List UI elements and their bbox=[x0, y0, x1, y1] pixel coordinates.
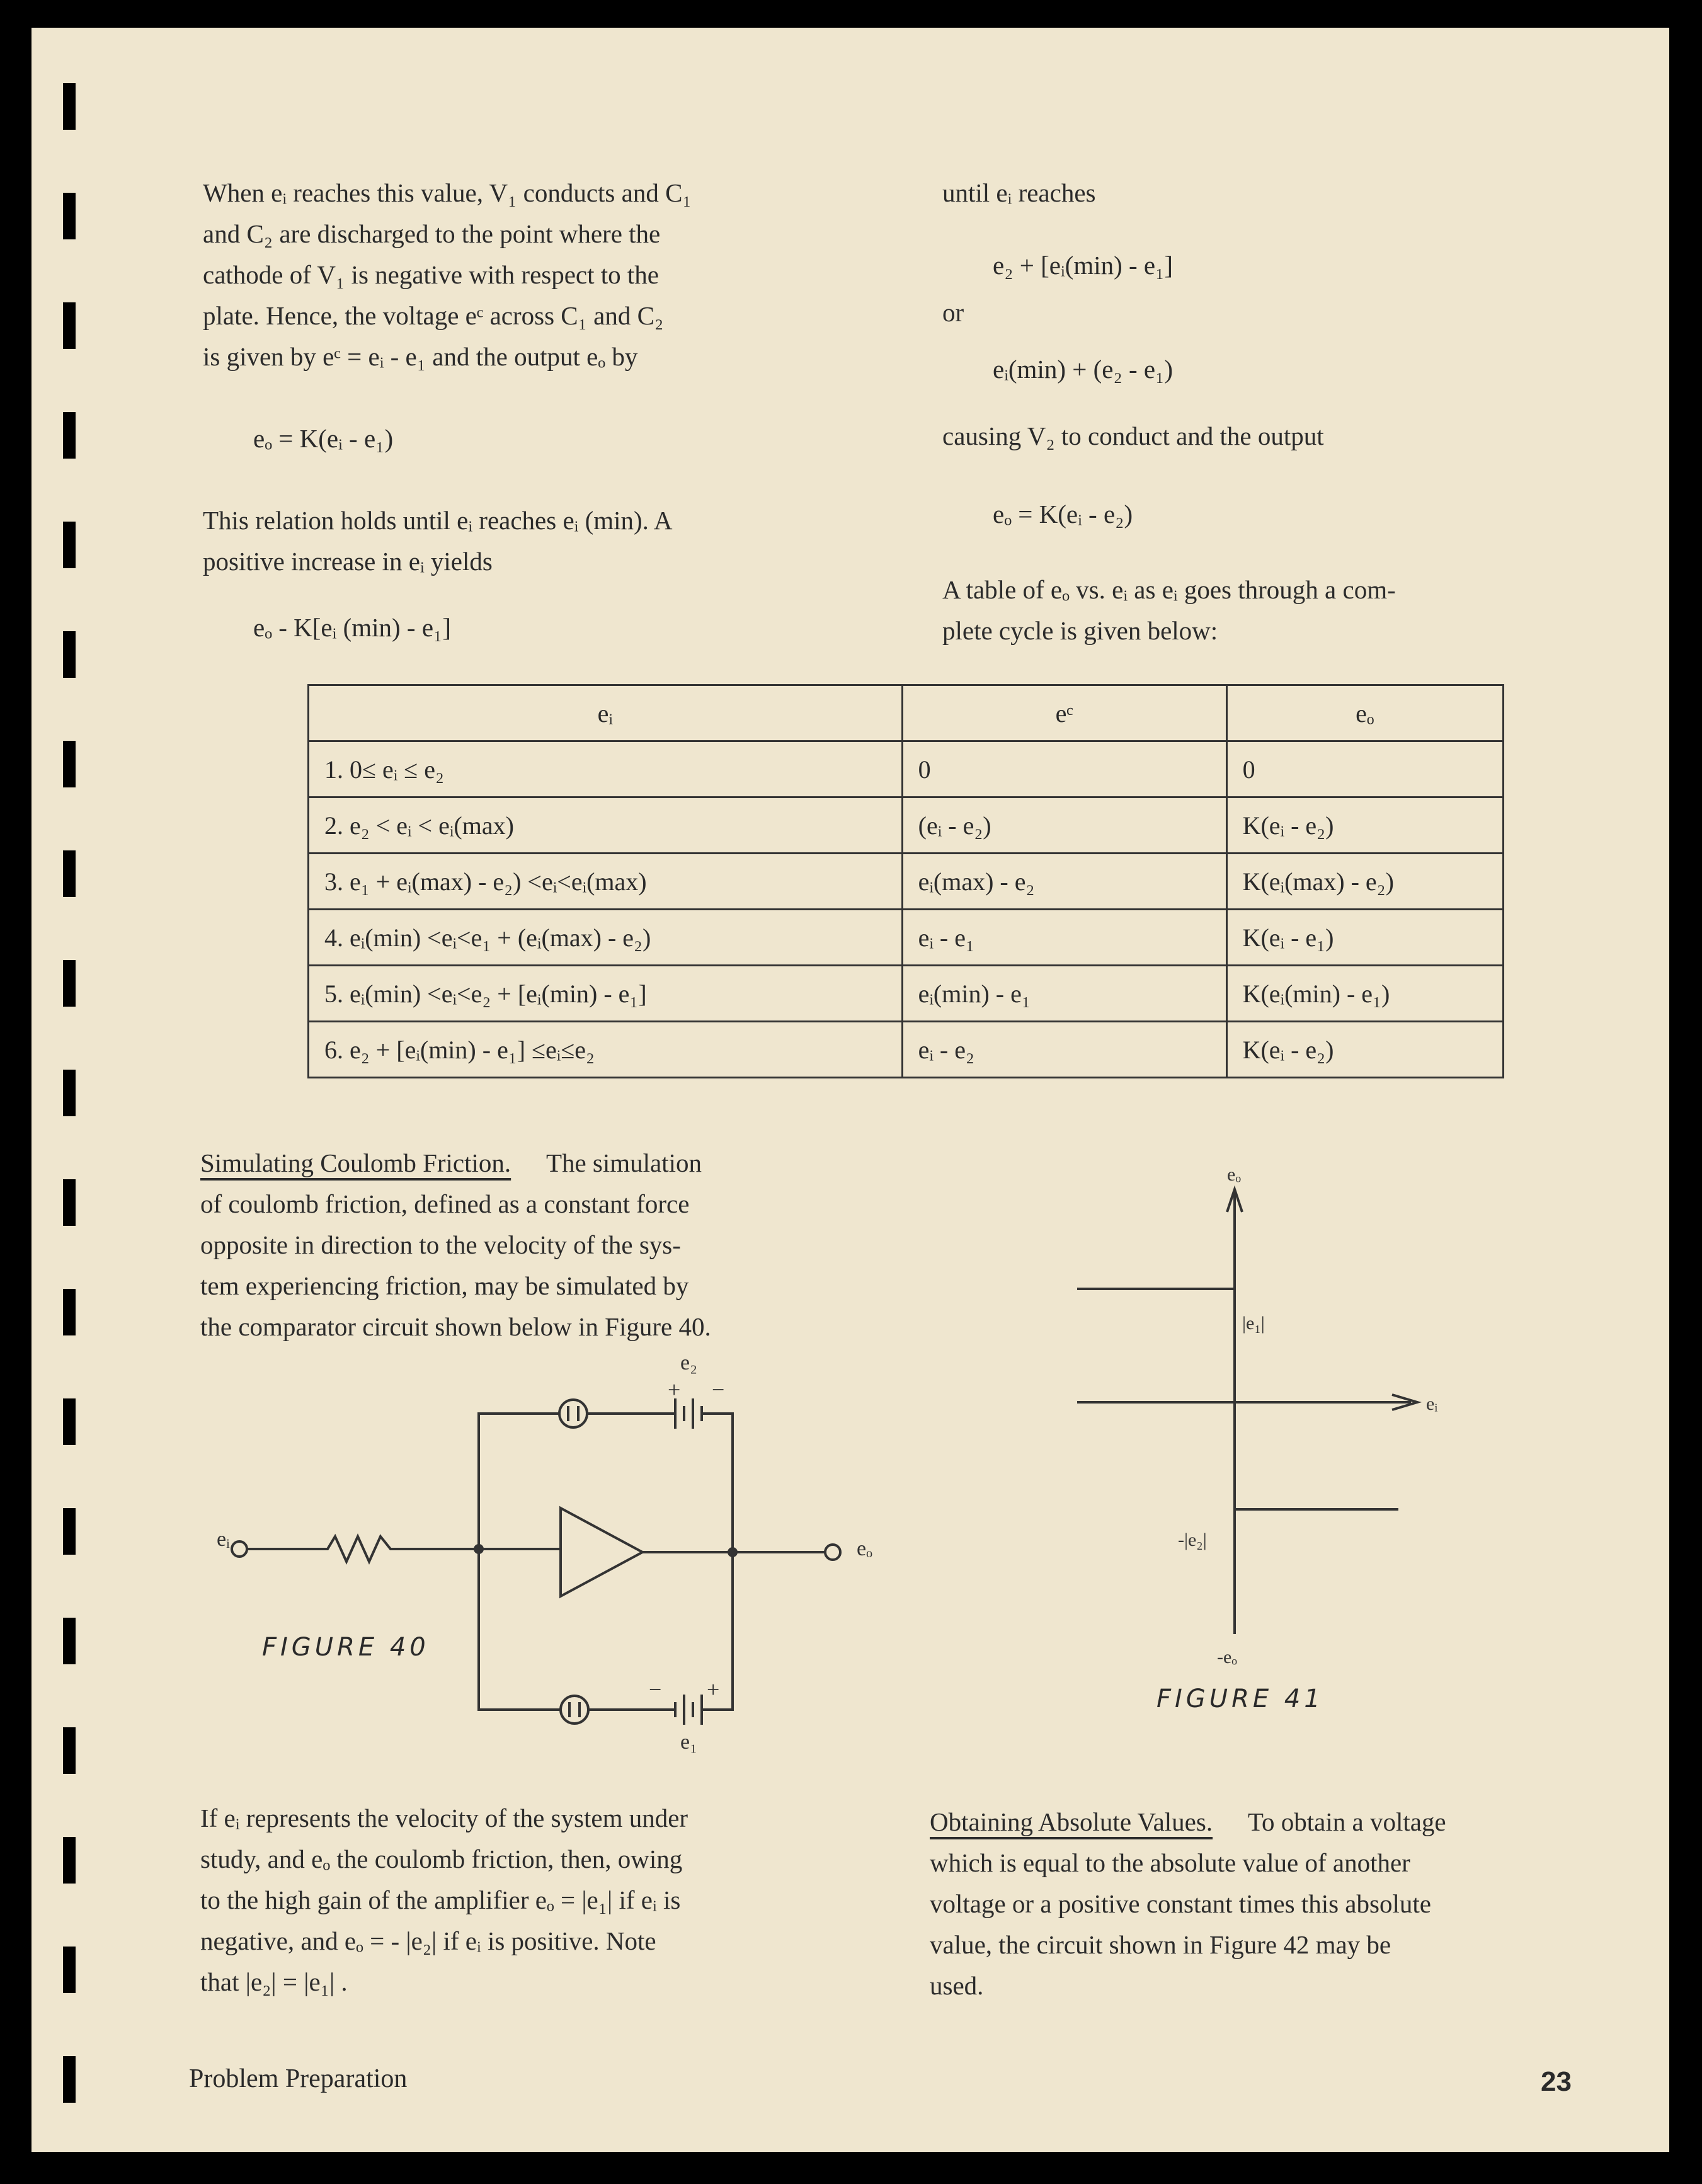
text-line: negative, and eₒ = - |e₂| if eᵢ is positive. Note bbox=[200, 1926, 656, 1955]
text-line: To obtain a voltage bbox=[1247, 1807, 1446, 1836]
amplifier bbox=[561, 1508, 643, 1596]
text-line: that |e₂| = |e₁| . bbox=[200, 1967, 348, 1996]
diode-top bbox=[559, 1400, 587, 1427]
table-header: eₒ bbox=[1226, 685, 1503, 741]
table-row bbox=[309, 910, 1504, 966]
text-line: A table of eₒ vs. eᵢ as eᵢ goes through a com- bbox=[942, 575, 1396, 604]
table-row bbox=[309, 966, 1504, 1022]
table-cell: eᵢ(min) - e₁ bbox=[902, 966, 1226, 1022]
table-cell: 4. eᵢ(min) <eᵢ<e₁ + (eᵢ(max) - e₂) bbox=[309, 910, 903, 966]
text-line: value, the circuit shown in Figure 42 may be bbox=[930, 1930, 1391, 1959]
text-line: the comparator circuit shown below in Figure 40. bbox=[200, 1312, 711, 1341]
right-line-1: until eᵢ reaches bbox=[942, 178, 1096, 207]
table-cell: (eᵢ - e₂) bbox=[902, 798, 1226, 854]
table-cell: 0 bbox=[1226, 741, 1503, 798]
section-heading: Obtaining Absolute Values. bbox=[930, 1807, 1213, 1836]
diode-bottom bbox=[561, 1696, 588, 1724]
table-cell: K(eᵢ - e₂) bbox=[1226, 798, 1503, 854]
text-line: and C₂ are discharged to the point where the bbox=[203, 219, 661, 248]
table-cell: K(eᵢ(min) - e₁) bbox=[1226, 966, 1503, 1022]
text-line: to the high gain of the amplifier eₒ = |e₁| if eᵢ is bbox=[200, 1885, 681, 1914]
coulomb-paragraph bbox=[200, 1143, 711, 1347]
plus-sign: + bbox=[707, 1677, 720, 1702]
label-e1: e₁ bbox=[680, 1730, 697, 1754]
table-cell: 3. e₁ + eᵢ(max) - e₂) <eᵢ<eᵢ(max) bbox=[309, 854, 903, 910]
or-text: or bbox=[942, 298, 964, 327]
table-cell: 5. eᵢ(min) <eᵢ<e₂ + [eᵢ(min) - e₁] bbox=[309, 966, 903, 1022]
right-line-2: causing V₂ to conduct and the output bbox=[942, 421, 1324, 450]
text-line: study, and eₒ the coulomb friction, then, owing bbox=[200, 1844, 683, 1873]
table-cell: 1. 0≤ eᵢ ≤ e₂ bbox=[309, 741, 903, 798]
text-line: used. bbox=[930, 1971, 984, 2000]
bottom-left-paragraph bbox=[200, 1798, 688, 2003]
equation-a: e₂ + [eᵢ(min) - e₁] bbox=[993, 251, 1174, 280]
minus-sign: − bbox=[712, 1377, 725, 1402]
absolute-values-paragraph bbox=[930, 1802, 1446, 2006]
text-line: voltage or a positive constant times this absolute bbox=[930, 1889, 1431, 1918]
figure-41-caption: FIGURE 41 bbox=[1157, 1684, 1324, 1713]
right-paragraph-3 bbox=[942, 569, 1396, 651]
text-line: of coulomb friction, defined as a constant force bbox=[200, 1189, 690, 1218]
table-row bbox=[309, 741, 1504, 798]
table-header: eᵢ bbox=[309, 685, 903, 741]
table-cell: K(eᵢ(max) - e₂) bbox=[1226, 854, 1503, 910]
table-row bbox=[309, 854, 1504, 910]
table-cell: eᵢ(max) - e₂ bbox=[902, 854, 1226, 910]
label-e1: |e₁| bbox=[1242, 1313, 1265, 1334]
table-cell: K(eᵢ - e₂) bbox=[1226, 1022, 1503, 1078]
text-line: cathode of V₁ is negative with respect to the bbox=[203, 260, 659, 289]
left-paragraph-1 bbox=[203, 173, 692, 377]
label-e2: e₂ bbox=[680, 1351, 697, 1375]
minus-sign: − bbox=[649, 1677, 662, 1702]
equation-2: eₒ - K[eᵢ (min) - e₁] bbox=[253, 613, 451, 642]
table-row bbox=[309, 798, 1504, 854]
table-cell: eᵢ - e₂ bbox=[902, 1022, 1226, 1078]
label-e2: -|e₂| bbox=[1178, 1529, 1207, 1550]
text-line: If eᵢ represents the velocity of the system under bbox=[200, 1804, 688, 1832]
figure-41-graph bbox=[1077, 1143, 1518, 1697]
text-line: This relation holds until eᵢ reaches eᵢ (min). A bbox=[203, 506, 673, 535]
table-cell: eᵢ - e₁ bbox=[902, 910, 1226, 966]
page-number: 23 bbox=[1541, 2066, 1572, 2097]
text-line: When eᵢ reaches this value, V₁ conducts and C₁ bbox=[203, 178, 692, 207]
table-cell: 0 bbox=[902, 741, 1226, 798]
resistor bbox=[247, 1536, 479, 1562]
output-terminal bbox=[825, 1545, 840, 1560]
text-line: is given by eᶜ = eᵢ - e₁ and the output eₒ by bbox=[203, 342, 638, 371]
table-header-row bbox=[309, 685, 1504, 741]
label-neg-eo: -eₒ bbox=[1217, 1647, 1237, 1667]
table-row bbox=[309, 1022, 1504, 1078]
left-paragraph-2 bbox=[203, 500, 673, 582]
label-ei: eᵢ bbox=[1426, 1393, 1438, 1414]
equation-b: eᵢ(min) + (e₂ - e₁) bbox=[993, 355, 1174, 384]
text-line: which is equal to the absolute value of another bbox=[930, 1848, 1410, 1877]
table-cell: 6. e₂ + [eᵢ(min) - e₁] ≤eᵢ≤e₂ bbox=[309, 1022, 903, 1078]
equation-1: eₒ = K(eᵢ - e₁) bbox=[253, 424, 394, 453]
equation-c: eₒ = K(eᵢ - e₂) bbox=[993, 500, 1133, 529]
text-line: positive increase in eᵢ yields bbox=[203, 547, 493, 576]
section-heading: Simulating Coulomb Friction. bbox=[200, 1148, 511, 1177]
text-line: The simulation bbox=[545, 1148, 702, 1177]
footer-section: Problem Preparation bbox=[189, 2064, 408, 2093]
text-line: tem experiencing friction, may be simulated by bbox=[200, 1271, 689, 1300]
table-header: eᶜ bbox=[902, 685, 1226, 741]
cycle-table bbox=[307, 684, 1504, 1078]
label-ei: eᵢ bbox=[217, 1528, 230, 1551]
label-eo: eₒ bbox=[1227, 1164, 1241, 1185]
text-line: opposite in direction to the velocity of the sys- bbox=[200, 1230, 681, 1259]
label-eo: eₒ bbox=[857, 1537, 872, 1560]
table-cell: 2. e₂ < eᵢ < eᵢ(max) bbox=[309, 798, 903, 854]
input-terminal bbox=[232, 1541, 247, 1557]
text-line: plate. Hence, the voltage eᶜ across C₁ and C₂ bbox=[203, 301, 664, 330]
text-line: plete cycle is given below: bbox=[942, 616, 1218, 645]
figure-40-caption: FIGURE 40 bbox=[262, 1633, 430, 1662]
figure-40-circuit bbox=[189, 1338, 945, 1766]
document-page bbox=[31, 28, 1669, 2152]
table-cell: K(eᵢ - e₁) bbox=[1226, 910, 1503, 966]
plus-sign: + bbox=[668, 1377, 681, 1402]
